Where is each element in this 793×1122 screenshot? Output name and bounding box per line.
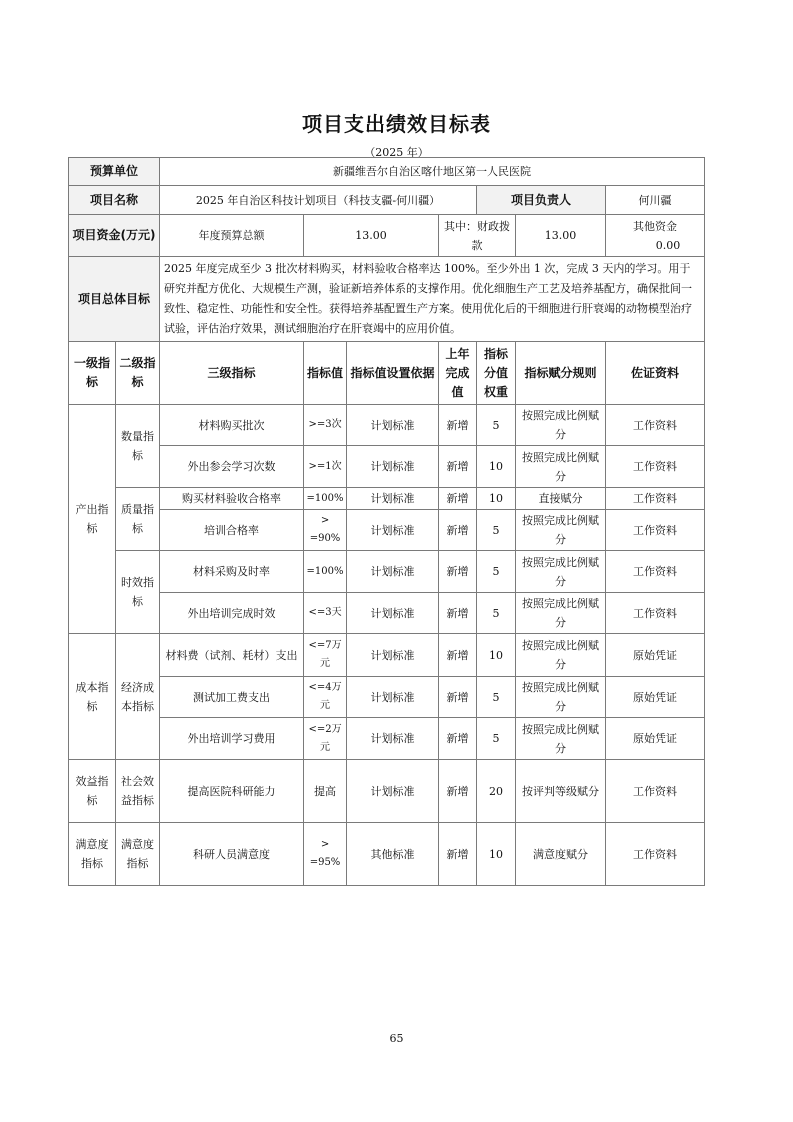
table-row (69, 677, 705, 718)
indicator-value: >=1次 (304, 446, 347, 488)
indicator-value: =100% (304, 551, 347, 593)
indicator-basis: 计划标准 (347, 634, 439, 677)
funds-label: 项目资金(万元) (69, 215, 160, 257)
table-row (69, 405, 705, 446)
project-name-value: 2025 年自治区科技计划项目（科技支疆-何川疆） (160, 186, 477, 215)
header-evidence: 佐证资料 (606, 342, 705, 405)
indicator-name: 培训合格率 (160, 510, 304, 551)
leader-label: 项目负责人 (477, 186, 606, 215)
row-funds (69, 215, 705, 257)
table-row (69, 510, 705, 551)
indicator-weight: 20 (477, 760, 516, 823)
header-value: 指标值 (304, 342, 347, 405)
annual-budget-value: 13.00 (304, 215, 439, 257)
indicator-evidence: 工作资料 (606, 405, 705, 446)
table-row (69, 446, 705, 488)
indicator-value: > =95% (304, 823, 347, 886)
indicator-value: <=7万元 (304, 634, 347, 677)
indicator-evidence: 工作资料 (606, 593, 705, 634)
indicator-evidence: 原始凭证 (606, 634, 705, 677)
annual-budget-label: 年度预算总额 (160, 215, 304, 257)
indicator-basis: 计划标准 (347, 510, 439, 551)
indicator-evidence: 工作资料 (606, 488, 705, 510)
group-output: 产出指标 (69, 405, 116, 634)
leader-value: 何川疆 (606, 186, 705, 215)
indicator-last: 新增 (439, 593, 477, 634)
other-label: 其他资金 (633, 219, 678, 233)
table-row (69, 634, 705, 677)
header-level1: 一级指标 (69, 342, 116, 405)
indicator-name: 材料采购及时率 (160, 551, 304, 593)
indicator-rule: 按照完成比例赋分 (516, 718, 606, 760)
indicator-basis: 其他标准 (347, 823, 439, 886)
table-row (69, 551, 705, 593)
indicator-last: 新增 (439, 405, 477, 446)
other-value: 0.00 (655, 238, 681, 252)
row-budget-unit (69, 158, 705, 186)
indicator-name: 科研人员满意度 (160, 823, 304, 886)
indicator-rule: 按照完成比例赋分 (516, 677, 606, 718)
indicator-rule: 按照完成比例赋分 (516, 510, 606, 551)
indicator-rule: 直接赋分 (516, 488, 606, 510)
header-last-year: 上年完成值 (439, 342, 477, 405)
indicator-weight: 5 (477, 405, 516, 446)
indicator-evidence: 工作资料 (606, 760, 705, 823)
indicator-last: 新增 (439, 760, 477, 823)
indicator-weight: 5 (477, 593, 516, 634)
group-economic-cost: 经济成本指标 (116, 634, 160, 760)
indicator-basis: 计划标准 (347, 551, 439, 593)
group-social-benefit: 社会效益指标 (116, 760, 160, 823)
group-satisfaction: 满意度指标 (69, 823, 116, 886)
indicator-evidence: 原始凭证 (606, 718, 705, 760)
indicator-value: >=3次 (304, 405, 347, 446)
indicator-name: 测试加工费支出 (160, 677, 304, 718)
group-quality: 质量指标 (116, 488, 160, 551)
indicator-evidence: 工作资料 (606, 823, 705, 886)
fiscal-value: 13.00 (516, 215, 606, 257)
indicator-rule: 按照完成比例赋分 (516, 634, 606, 677)
indicator-weight: 5 (477, 677, 516, 718)
indicator-value: > =90% (304, 510, 347, 551)
indicator-basis: 计划标准 (347, 677, 439, 718)
document-year: （2025 年） (364, 146, 429, 159)
group-satisfaction-sub: 满意度指标 (116, 823, 160, 886)
group-benefit: 效益指标 (69, 760, 116, 823)
indicator-name: 外出参会学习次数 (160, 446, 304, 488)
group-timeliness: 时效指标 (116, 551, 160, 634)
indicator-basis: 计划标准 (347, 405, 439, 446)
goal-text: 2025 年度完成至少 3 批次材料购买，材料验收合格率达 100%。至少外出 1 次，完成 3 天内的学习。用于研究并配方优化、大规模生产测，验证新培养体系的支撑作用。优化细胞生产工艺及培养基配方，确保批间一致性、稳定性、功能性和安全性。获得培养基配置生产方案。使用优化后的干细胞进行肝衰竭的动物模型治疗试验，评估治疗效果，测试细胞治疗在肝衰竭中的应用价值。 (160, 257, 705, 342)
indicator-last: 新增 (439, 634, 477, 677)
header-rule: 指标赋分规则 (516, 342, 606, 405)
indicator-name: 外出培训完成时效 (160, 593, 304, 634)
column-header-row (69, 342, 705, 405)
header-weight: 指标分值权重 (477, 342, 516, 405)
indicator-evidence: 工作资料 (606, 510, 705, 551)
indicator-name: 提高医院科研能力 (160, 760, 304, 823)
indicator-name: 购买材料验收合格率 (160, 488, 304, 510)
indicator-rule: 按照完成比例赋分 (516, 405, 606, 446)
indicator-weight: 10 (477, 634, 516, 677)
indicator-rule: 按照完成比例赋分 (516, 593, 606, 634)
table-row (69, 823, 705, 886)
indicator-weight: 10 (477, 823, 516, 886)
indicator-rule: 按照完成比例赋分 (516, 551, 606, 593)
table-row (69, 718, 705, 760)
budget-unit-value: 新疆维吾尔自治区喀什地区第一人民医院 (160, 158, 705, 186)
header-level2: 二级指标 (116, 342, 160, 405)
indicator-value: <=2万元 (304, 718, 347, 760)
indicator-last: 新增 (439, 446, 477, 488)
indicator-rule: 满意度赋分 (516, 823, 606, 886)
header-basis: 指标值设置依据 (347, 342, 439, 405)
table-row (69, 760, 705, 823)
performance-target-table (68, 157, 705, 886)
indicator-last: 新增 (439, 823, 477, 886)
other-funds-label (606, 215, 705, 257)
indicator-rule: 按照完成比例赋分 (516, 446, 606, 488)
row-project-name (69, 186, 705, 215)
table-row (69, 593, 705, 634)
indicator-value: 提高 (304, 760, 347, 823)
indicator-last: 新增 (439, 718, 477, 760)
indicator-basis: 计划标准 (347, 760, 439, 823)
indicator-name: 材料购买批次 (160, 405, 304, 446)
budget-unit-label: 预算单位 (69, 158, 160, 186)
group-quantity: 数量指标 (116, 405, 160, 488)
project-name-label: 项目名称 (69, 186, 160, 215)
indicator-evidence: 原始凭证 (606, 677, 705, 718)
indicator-basis: 计划标准 (347, 593, 439, 634)
indicator-name: 材料费（试剂、耗材）支出 (160, 634, 304, 677)
indicator-weight: 5 (477, 551, 516, 593)
indicator-name: 外出培训学习费用 (160, 718, 304, 760)
group-cost: 成本指标 (69, 634, 116, 760)
header-level3: 三级指标 (160, 342, 304, 405)
indicator-basis: 计划标准 (347, 488, 439, 510)
table-row (69, 488, 705, 510)
indicator-value: =100% (304, 488, 347, 510)
indicator-last: 新增 (439, 551, 477, 593)
indicator-weight: 5 (477, 718, 516, 760)
indicator-weight: 10 (477, 446, 516, 488)
indicator-evidence: 工作资料 (606, 551, 705, 593)
indicator-last: 新增 (439, 677, 477, 718)
indicator-value: <=4万元 (304, 677, 347, 718)
indicator-basis: 计划标准 (347, 718, 439, 760)
indicator-basis: 计划标准 (347, 446, 439, 488)
page-number: 65 (389, 1032, 404, 1045)
indicator-weight: 10 (477, 488, 516, 510)
indicator-rule: 按评判等级赋分 (516, 760, 606, 823)
indicator-value: <=3天 (304, 593, 347, 634)
indicator-last: 新增 (439, 488, 477, 510)
indicator-last: 新增 (439, 510, 477, 551)
indicator-weight: 5 (477, 510, 516, 551)
fiscal-label: 其中：财政拨款 (439, 215, 516, 257)
indicator-evidence: 工作资料 (606, 446, 705, 488)
row-overall-goal (69, 257, 705, 342)
document-title: 项目支出绩效目标表 (302, 112, 491, 136)
goal-label: 项目总体目标 (69, 257, 160, 342)
